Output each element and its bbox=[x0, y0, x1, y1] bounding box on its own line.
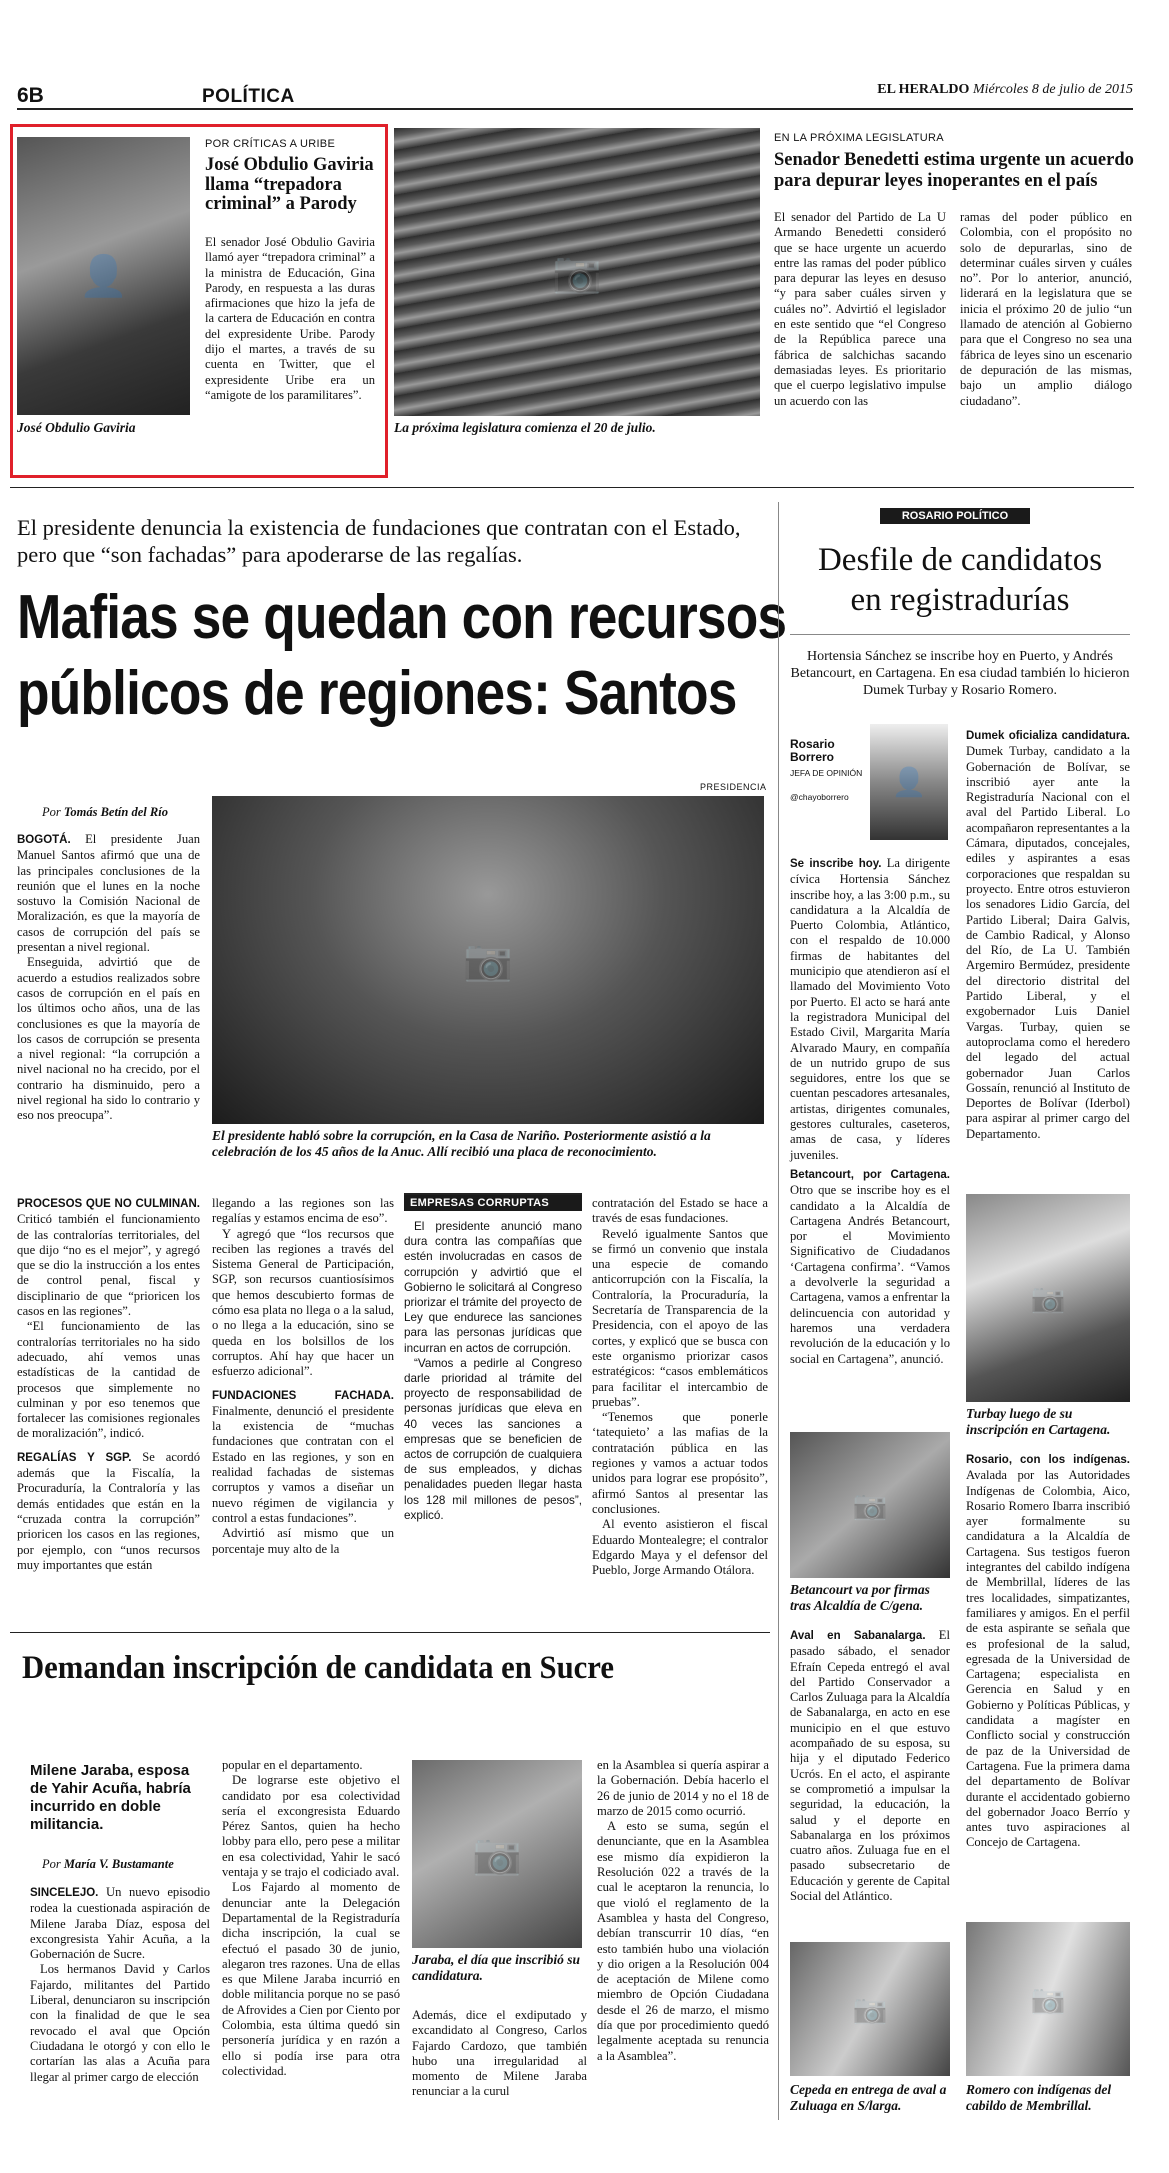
main-col-c-p4: Advirtió así mismo que un porcentaje muy alto de la bbox=[212, 1526, 394, 1556]
betancourt-photo-caption: Betancourt va por firmas tras Alcaldía de C/gena. bbox=[790, 1582, 930, 1613]
sucre-byline-prefix: Por bbox=[42, 1857, 61, 1871]
sucre-col-c: Además, dice el exdiputado y excandidato al Congreso, Carlos Fajardo Cardozo, que también hubo una irregularidad al momento de Milene Jaraba renunciar a la curul bbox=[412, 2008, 587, 2099]
congress-photo-caption: La próxima legislatura comienza el 20 de julio. bbox=[394, 420, 656, 435]
santos-photo bbox=[212, 796, 764, 1124]
sucre-headline: Demandan inscripción de candidata en Sucre bbox=[22, 1650, 614, 1686]
brief-divider bbox=[10, 487, 1134, 488]
gaviria-photo-caption: José Obdulio Gaviria bbox=[17, 420, 136, 435]
main-col-c-p2: Y agregó que “los recursos que reciben las regiones a través del Sistema General de Participación, SGP, son recursos cuantiosísimos que hemos descubierto formas de cómo esa plata no llega o a la salud, o no llega a la educación, sino se queda en los bolsillos de los corruptos. Ahí hay que hacer un esfuerzo adicional”. bbox=[212, 1226, 394, 1379]
gaviria-photo bbox=[17, 137, 190, 415]
brief1-headline: José Obdulio Gaviria llama “trepadora criminal” a Parody bbox=[205, 155, 374, 214]
sucre-col-b-p2: De lograrse este objetivo el candidato por esa colectividad sería el excongresista Eduardo Pérez Santos, quien ha hecho lobby para ello, pero pese a militar en esa colectividad, Yahir le sacó ventaja y se trajo el codiciado aval. bbox=[222, 1773, 400, 1880]
byline-prefix: Por bbox=[42, 805, 61, 819]
subhead-betancourt: Betancourt, por Cartagena. bbox=[790, 1168, 950, 1181]
rosario-deck: Hortensia Sánchez se inscribe hoy en Puerto, y Andrés Betancourt, en Cartagena. En esa ciudad también lo hicieron Dumek Turbay y Rosario Romero. bbox=[790, 649, 1130, 698]
sucre-col-a bbox=[30, 1885, 210, 2085]
rosario-headline bbox=[790, 540, 1130, 620]
brief1-kicker: POR CRÍTICAS A URIBE bbox=[205, 138, 336, 150]
main-headline-line2: públicos de regiones: Santos bbox=[17, 659, 737, 728]
sucre-dateline: SINCELEJO. bbox=[30, 1887, 99, 1899]
rosario-col1-b bbox=[790, 1628, 950, 1904]
rosario-c1-text: La dirigente cívica Hortensia Sánchez inscribe hoy, a las 3:00 p.m., su candidatura a la Alcaldía de Puerto Colombia, Atlántico, con el respaldo de 10.000 firmas de habitantes del municipio que atendieron así el llamado del Movimiento Voto por Puerto. El acto se hará ante la registradora Municipal del Estado Civil, Margarita María Alvarado Maury, en compañía de un nutrido grupo de sus seguidores, entre los que se cuentan pescadores artesanales, artistas, dirigentes comunales, gestores culturales, caseteros, amas de casa, y líderes juveniles. bbox=[790, 856, 950, 1162]
brief2-kicker: EN LA PRÓXIMA LEGISLATURA bbox=[774, 132, 944, 144]
sucre-deck: Milene Jaraba, esposa de Yahir Acuña, habría incurrido en doble militancia. bbox=[30, 1762, 191, 1833]
main-byline bbox=[42, 805, 168, 820]
main-col-e-p4: Al evento asistieron el fiscal Eduardo Montealegre; el contralor Edgardo Maya y el defensor del Pueblo, Jorge Armando Otálora. bbox=[592, 1517, 768, 1578]
camera-icon: 📷 bbox=[552, 249, 602, 296]
main-col-e-p3: “Tenemos que ponerle ‘tatequieto’ a las mafias de la contratación pública en las regiones y vamos a actuar todos unidos para lograr ese propósito”, afirmó Santos al presentar las conclusiones. bbox=[592, 1410, 768, 1516]
author-role: JEFA DE OPINIÓN bbox=[790, 768, 863, 778]
main-col-a bbox=[17, 832, 200, 1124]
main-col-e-p2: Reveló igualmente Santos que se firmó un convenio que instala una especie de comando anticorrupción con la Fiscalía, la Contraloría, la Procuraduría, la Secretaría de Transparencia de la Presidencia, con el apoyo de las cortes, y explicó que se busca con este organismo priorizar casos estratégicos: “casos emblemáticos para facilitar el intercambio de pruebas”. bbox=[592, 1226, 768, 1409]
camera-icon: 📷 bbox=[472, 1831, 522, 1878]
rosario-col2-b bbox=[966, 1452, 1130, 1851]
jaraba-photo bbox=[412, 1760, 582, 1948]
camera-icon: 📷 bbox=[1030, 1281, 1066, 1315]
main-col-b-p3: Se acordó además que la Fiscalía, la Procuraduría, la Contraloría y las demás entidades que están en la “cruzada contra la corrupción” prioricen los casos en las regiones, por ejemplo, con “unos recursos muy importantes que están bbox=[17, 1449, 200, 1572]
sucre-col-d bbox=[597, 1758, 769, 2064]
brief2-headline: Senador Benedetti estima urgente un acuerdo para depurar leyes inoperantes en el país bbox=[774, 150, 1134, 191]
rosario-tag: ROSARIO POLÍTICO bbox=[880, 508, 1030, 524]
sucre-col-b bbox=[222, 1758, 400, 2079]
main-col-e bbox=[592, 1196, 768, 1578]
section-name: POLÍTICA bbox=[202, 86, 295, 107]
subhead-rosario: Rosario, con los indígenas. bbox=[966, 1454, 1130, 1466]
portrait-icon: 👤 bbox=[891, 765, 927, 799]
author-photo bbox=[870, 724, 948, 840]
sucre-col-d-p1: en la Asamblea si quería aspirar a la Gobernación. Debía hacerlo el 26 de junio de 2014 y no el 18 de marzo de 2015 como ocurrió. bbox=[597, 1758, 769, 1818]
main-col-c bbox=[212, 1196, 394, 1557]
sucre-col-b-p1: popular en el departamento. bbox=[222, 1758, 363, 1772]
betancourt-photo bbox=[790, 1432, 950, 1578]
rosario-c1-text2: Otro que se inscribe hoy es el candidato a la Alcaldía de Cartagena Andrés Betancourt, por el Movimiento Significativo de Ciudadanos ‘Cartagena confirma’. “Vamos a devolverle la seguridad a Cartagena, vamos a enfrentar la delincuencia con autoridad y haremos una verdadera revolución de la educación y lo social en Cartagena”, anunció. bbox=[790, 1183, 950, 1366]
sidebar-p1: El presidente anunció mano dura contra las compañías que estén involucradas en casos de corrupción y advirtió que el Gobierno le solicitará al Congreso priorizar el trámite del proyecto de Ley que endurece las sanciones para las personas jurídicas que incurran en actos de corrupción. bbox=[404, 1220, 582, 1355]
camera-icon: 📷 bbox=[1030, 1982, 1066, 2016]
sucre-byline bbox=[42, 1857, 174, 1872]
rosario-headline-line2: en registradurías bbox=[850, 582, 1070, 618]
brief2-col2: ramas del poder público en Colombia, con el propósito no solo de depurarlas, sino de determinar cuáles sirven y cuáles no”. Por lo anterior, anunció, liderará en la legislatura que se inicia el próximo 20 de julio “un llamado de atención al Gobierno para que el Congreso no sea una fábrica de leyes sino un escenario de depuración de las mismas, bajo un amplio diálogo ciudadano”. bbox=[960, 210, 1132, 408]
turbay-photo bbox=[966, 1194, 1130, 1402]
rosario-headline-line1: Desfile de candidatos bbox=[817, 542, 1103, 578]
camera-icon: 📷 bbox=[852, 1992, 888, 2026]
sidebar-p2: “Vamos a pedirle al Congreso darle prioridad al trámite del proyecto de responsabilidad de personas jurídicas que eleva en 40 veces las sanciones a empresas que se beneficien de actos de corrupción de cualquiera de sus empleados, y dichas penalidades pueden llegar hasta los 128 mil millones de pesos”, explicó. bbox=[404, 1356, 582, 1522]
rosario-col2-a bbox=[966, 728, 1130, 1142]
rosario-c2-text2: Avalada por las Autoridades Indígenas de Colombia, Aico, Rosario Romero Ibarra inscribió ayer formalmente su candidatura a la Alcaldía de Cartagena. Sus testigos fueron integrantes del cabildo indígena de Membrillal, líderes de las tres localidades, simpatizantes, familiares y amigos. En el perfil de esta aspirante se señala que es profesional de la salud, egresada de la Universidad de Cartagena; especialista en Gerencia en Salud y en Gobierno y Políticas Públicas, y candidata a magíster en Conflicto social y construcción de paz de la Universidad de Cartagena. Fue la primera dama del departamento de Bolívar durante el accidentado gobierno del gobernador Joaco Berrío y antes tuvo aspiraciones al Concejo de Cartagena. bbox=[966, 1468, 1130, 1850]
author-box bbox=[790, 724, 950, 842]
main-col-b-p1: Criticó también el funcionamiento de las contralorías territoriales, del que dijo “no es el mejor”, y agregó que se dio la instrucción a los entes de control penal, fiscal y disciplinario de que “prioricen los casos en las regiones”. bbox=[17, 1212, 200, 1319]
sucre-col-d-p2: A esto se suma, según el denunciante, que en la Asamblea ese mismo día expidieron la Resolución 022 a través de la cual le aceptaron la renuncia, lo que violó el reglamento de la Asamblea y hasta del Congreso, debían transcurrir 10 días, “en esto también hubo una violación y dio origen a la Resolución 004 de aceptación de Milene como miembro de Opción Ciudadana desde el 26 de marzo, el mismo día que por procedimiento quedó legalmente aceptada su renuncia a la Asamblea”. bbox=[597, 1819, 769, 2063]
subhead-regalias: REGALÍAS Y SGP. bbox=[17, 1451, 132, 1464]
subhead-se-inscribe: Se inscribe hoy. bbox=[790, 858, 882, 870]
portrait-icon: 👤 bbox=[78, 253, 129, 300]
camera-icon: 📷 bbox=[463, 937, 513, 984]
subhead-aval: Aval en Sabanalarga. bbox=[790, 1630, 926, 1642]
newspaper-name: EL HERALDO bbox=[877, 82, 970, 97]
issue-date: Miércoles 8 de julio de 2015 bbox=[972, 82, 1133, 97]
santos-photo-caption: El presidente habló sobre la corrupción, en la Casa de Nariño. Posteriormente asistió a la celebración de los 45 años de la Anuc. Allí recibió una placa de reconocimiento. bbox=[212, 1128, 711, 1159]
main-deck: El presidente denuncia la existencia de fundaciones que contratan con el Estado, pero que “son fachadas” para apoderarse de las regalías. bbox=[17, 515, 741, 567]
cepeda-photo-caption: Cepeda en entrega de aval a Zuluaga en S/larga. bbox=[790, 2082, 947, 2113]
sucre-col-a-p1: Un nuevo episodio rodea la cuestionada aspiración de Milene Jaraba Díaz, esposa del excongresista Yahir Acuña, a la Gobernación de Sucre. bbox=[30, 1885, 210, 1962]
jaraba-photo-caption: Jaraba, el día que inscribió su candidatura. bbox=[412, 1952, 581, 1983]
main-col-a-p1: El presidente Juan Manuel Santos afirmó que una de las principales conclusiones de la reunión que el lunes en la noche sostuvo la Comisión Nacional de Moralización, es que la mayoría de casos de corrupción del país se presentan a nivel regional. bbox=[17, 832, 200, 955]
page-number: 6B bbox=[17, 84, 44, 107]
congress-photo bbox=[394, 128, 760, 416]
sucre-col-b-p3: Los Fajardo al momento de denunciar ante la Delegación Departamental de la Registraduría dicha inscripción, la cual se efectuó el pasado 30 de junio, alegaron tres razones. Una de ellas es que Milene Jaraba incurrió en doble militancia porque no se pasó de Afrovides a Cien por Ciento por Colombia, esta última quedó sin personería jurídica y en razón a ello si podía irse para otra colectividad. bbox=[222, 1880, 400, 2078]
rosario-col1-a bbox=[790, 856, 950, 1367]
main-col-c-p3: Finalmente, denunció el presidente la existencia de “muchas fundaciones que contratan con el Estado en las regiones, y son en realidad fachadas de sistemas corruptos y vamos a diseñar un nuevo régimen de vigilancia y control a estas fundaciones”. bbox=[212, 1403, 394, 1525]
byline-name: Tomás Betín del Río bbox=[63, 805, 168, 819]
photo-credit: PRESIDENCIA bbox=[700, 782, 767, 792]
main-headline bbox=[17, 580, 787, 732]
main-headline-line1: Mafias se quedan con recursos bbox=[17, 583, 787, 652]
dateline: BOGOTÁ. bbox=[17, 834, 71, 846]
turbay-photo-caption: Turbay luego de su inscripción en Cartagena. bbox=[966, 1406, 1111, 1437]
main-col-b bbox=[17, 1196, 200, 1573]
sidebar-box bbox=[404, 1193, 582, 1625]
newspaper-header bbox=[877, 82, 1133, 98]
romero-photo bbox=[966, 1922, 1130, 2076]
main-bottom-divider bbox=[10, 1632, 770, 1633]
author-name: Rosario Borrero bbox=[790, 737, 835, 764]
main-col-c-p1: llegando a las regiones son las regalías y estamos encima de eso”. bbox=[212, 1196, 394, 1226]
subhead-fundaciones: FUNDACIONES FACHADA. bbox=[212, 1389, 394, 1402]
cepeda-photo bbox=[790, 1942, 950, 2076]
main-col-e-p1: contratación del Estado se hace a través de esas fundaciones. bbox=[592, 1196, 768, 1226]
main-col-a-p2: Enseguida, advirtió que de acuerdo a estudios realizados sobre casos de corrupción en el país en los últimos ocho años, una de las conclusiones es que la mayoría de los casos de corrupción se presenta a nivel regional: “la corrupción a nivel nacional no ha crecido, por el contrario ha disminuido, pero a nivel regional ha sido lo contrario y eso nos preocupa”. bbox=[17, 955, 200, 1123]
rosario-c2-text: Dumek Turbay, candidato a la Gobernación de Bolívar, se inscribió ayer ante la Registraduría Nacional con el aval del Partido Liberal. Lo acompañaron representantes a la Cámara, diputados, concejales, ediles y aspirantes a esas corporaciones que respaldan su proyecto. Entre otros estuvieron los senadores Lidio García, del Partido Liberal; Daira Galvis, de Cambio Radical, y Alonso del Río, de La U. También Argemiro Bermúdez, presidente del directorio distrital del Partido Liberal, y el exgobernador Luis Daniel Vargas. Turbay, quien se autoproclama como el heredero del legado del actual gobernador Juan Carlos Gossaín, renunció al Instituto de Deportes de Bolívar (Iderbol) para aspirar al primer cargo del Departamento. bbox=[966, 744, 1130, 1141]
brief2-col1: El senador del Partido de La U Armando Benedetti consideró que se hace urgente un acuerdo entre las ramas del poder público para depurar las leyes en desuso “y para saber cuáles sirven y cuáles no”. Advirtió el legislador en este sentido que “el Congreso de la República parece una fábrica de salchichas sacando demasiadas leyes. Es prioritario que el cuerpo legislativo impulse un acuerdo con las bbox=[774, 210, 946, 408]
header-rule bbox=[17, 108, 1133, 110]
sidebar-title: EMPRESAS CORRUPTAS bbox=[404, 1195, 582, 1211]
main-col-b-p2: “El funcionamiento de las contralorías territoriales no ha sido adecuado, ahí vemos unas estadísticas de la cantidad de procesos que simplemente no culminan y por eso tenemos que fortalecer las comisiones regionales de moralización”, indicó. bbox=[17, 1319, 200, 1441]
subhead-procesos: PROCESOS QUE NO CULMINAN. bbox=[17, 1198, 200, 1210]
camera-icon: 📷 bbox=[852, 1488, 888, 1522]
brief1-body: El senador José Obdulio Gaviria llamó ayer “trepadora criminal” a la ministra de Educación, Gina Parody, en respuesta a las duras afirmaciones que hizo la jefa de la cartera de Educación en contra del expresidente Uribe. Parody dijo el martes, a través de su cuenta en Twitter, que el expresidente Uribe era un “amigote de los paramilitares”. bbox=[205, 235, 375, 402]
romero-photo-caption: Romero con indígenas del cabildo de Membrillal. bbox=[966, 2082, 1112, 2113]
sucre-col-a-p2: Los hermanos David y Carlos Fajardo, militantes del Partido Liberal, denunciaron su inscripción con la finalidad de que le sea revocado el aval que Opción Ciudadana le otorgó y con ello le cortarían las alas a Acuña para llegar al primer cargo de elección bbox=[30, 1962, 210, 2084]
rosario-c1-text3: El pasado sábado, el senador Efraín Cepeda entregó el aval del Partido Conservador a Carlos Zuluaga para la Alcaldía de Sabanalarga, en acto en ese municipio en el que estuvo acompañado de su esposa, su hija y el diputado Federico Ucrós. En el acto, el aspirante se comprometió a impulsar la seguridad, la educación, la salud y el deporte en Sabanalarga en los próximos cuatro años. Zuluaga fue en el pasado subsecretario de Educación y gerente de Capital Social del Atlántico. bbox=[790, 1628, 950, 1904]
rosario-rule bbox=[790, 634, 1130, 635]
sucre-byline-name: María V. Bustamante bbox=[63, 1857, 174, 1871]
author-handle: @chayoborrero bbox=[790, 792, 849, 802]
subhead-dumek: Dumek oficializa candidatura. bbox=[966, 730, 1130, 742]
